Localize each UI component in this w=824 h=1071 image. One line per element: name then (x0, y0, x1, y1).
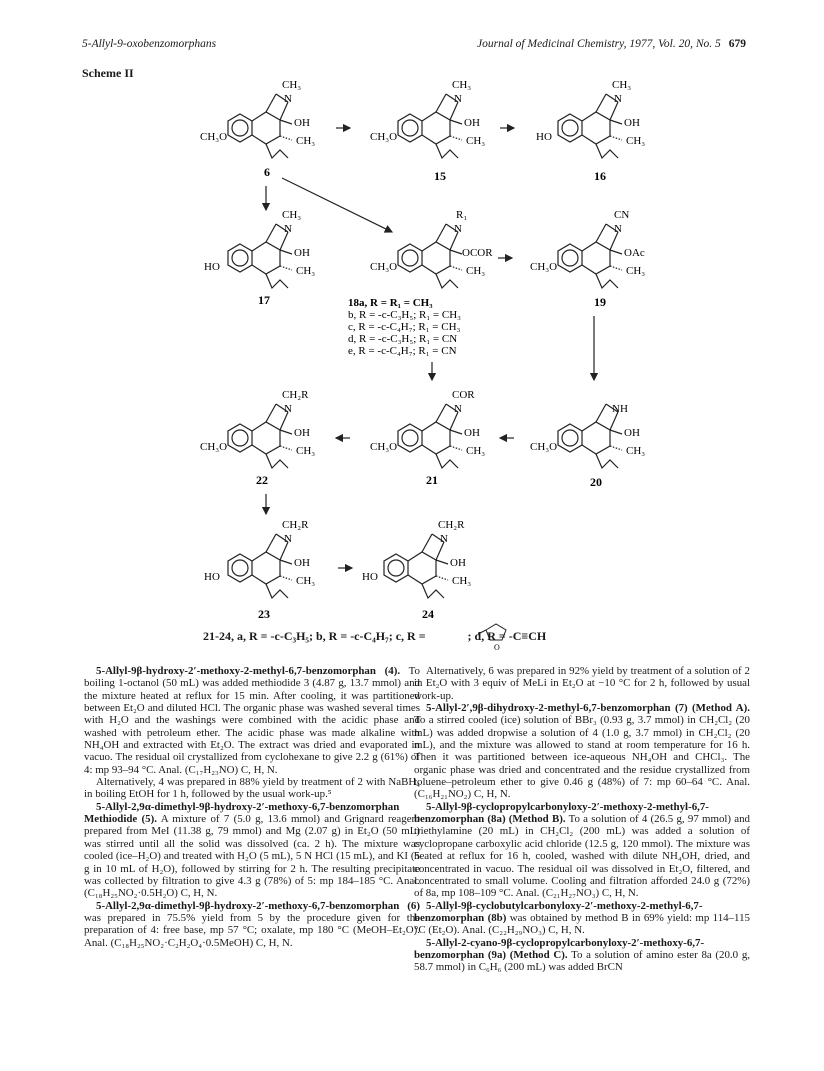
paragraph-text: was prepared in 75.5% yield from 5 by the procedure given for the preparation of 4: free base, mp 57 °C; oxalate, mp 180 °C (MeOH–Et₂O). Anal. (C₁₈H₂₅NO₂·C₂H₂O₄·0.5MeOH) C, H, N. (84, 911, 420, 949)
label-17: 17 (258, 293, 270, 307)
label-22: 22 (256, 473, 268, 487)
svg-text:CH₃: CH₃ (466, 265, 486, 277)
label-24: 24 (422, 607, 434, 621)
paragraph-text: Alternatively, 6 was prepared in 92% yield by treatment of a solution of 2 in Et₂O with 3 equiv of MeLi in Et₂O at −10 °C for 2 h, followed by usual work-up. (414, 665, 750, 702)
compound-heading: 5-Allyl-9β-cyclopropylcarbonyloxy-2′-methoxy-2-methyl-6,7-benzomorphan (8a) (Method B). (414, 800, 709, 826)
svg-text:COR: COR (452, 389, 475, 401)
svg-text:CH₃: CH₃ (466, 135, 486, 147)
paragraph (84, 776, 420, 801)
paragraph (414, 665, 750, 702)
svg-text:R₁: R₁ (456, 209, 468, 221)
svg-text:CH₃: CH₃ (296, 445, 316, 457)
svg-text:CN: CN (614, 209, 630, 221)
svg-text:OH: OH (464, 117, 480, 129)
structure-18 (398, 224, 462, 288)
svg-text:CH₃: CH₃ (466, 445, 486, 457)
journal-name: Journal of Medicinal Chemistry, 1977, Vol. 20, No. 5 (477, 38, 721, 50)
paragraph-text: To a solution of amino ester 8a (20.0 g, 58.7 mmol) in C₆H₆ (200 mL) was added BrCN (414, 948, 750, 974)
svg-text:N: N (454, 223, 462, 235)
paragraph (414, 702, 750, 801)
svg-text:N: N (440, 533, 448, 545)
svg-text:OAc: OAc (624, 247, 645, 259)
paragraph (414, 801, 750, 900)
svg-text:N: N (284, 403, 292, 415)
svg-text:CH₃: CH₃ (296, 265, 316, 277)
compound-heading: 5-Allyl-2-cyano-9β-cyclopropylcarbonyloxy-2′-methoxy-6,7-benzomorphan (9a) (Method C). (414, 936, 705, 961)
svg-text:O: O (494, 643, 500, 652)
paragraph-text: A mixture of 7 (5.0 g, 13.6 mmol) and Grignard reagent prepared from MeI (11.38 g, 79 mmol) and Mg (2.07 g) in Et₂O (50 mL) was stirred until all the solid was dissolved (ca. 2 h). The mixture was cooled (ice–H₂O) and treated with H₂O (5 mL), 5 N HCl (15 mL), and KI (5 g in 10 mL of H₂O), followed by stirring for 2 h. The resulting precipitate was collected by filtration to give 4.3 g (78%) of 5: mp 184–185 °C. Anal. (C₁₈H₂₅NO₂·0.5H₂O) C, H, N. (84, 813, 421, 900)
structure-24 (384, 534, 448, 598)
svg-text:CH₂R: CH₂R (282, 389, 309, 401)
structure-6 (228, 94, 292, 158)
label-19: 19 (594, 295, 606, 309)
compound-heading: 5-Allyl-9β-cyclobutylcarbonyloxy-2′-methoxy-2-methyl-6,7-benzomorphan (8b) (414, 899, 703, 924)
paragraph (84, 801, 420, 900)
svg-text:CH₃O: CH₃O (200, 131, 228, 143)
structure-16 (558, 94, 622, 158)
compound-heading: 5-Allyl-9β-hydroxy-2′-methoxy-2-methyl-6,7-benzomorphan (4). (96, 665, 401, 677)
page-number: 679 (728, 38, 746, 50)
svg-text:N: N (284, 223, 292, 235)
svg-text:CH₃: CH₃ (452, 575, 472, 587)
svg-text:CH₃O: CH₃O (200, 441, 228, 453)
compound-heading: 5-Allyl-2′,9β-dihydroxy-2-methyl-6,7-benzomorphan (7) (Method A). (426, 702, 750, 715)
svg-text:N: N (454, 93, 462, 105)
svg-text:CH₂R: CH₂R (282, 519, 309, 531)
svg-text:OH: OH (294, 557, 310, 569)
svg-text:CH₃: CH₃ (296, 575, 316, 587)
svg-text:CH₃O: CH₃O (370, 441, 398, 453)
label-16: 16 (594, 169, 606, 183)
left-column (84, 665, 420, 949)
svg-text:HO: HO (204, 571, 220, 583)
svg-text:OH: OH (624, 117, 640, 129)
svg-text:N: N (284, 93, 292, 105)
paragraph-text: To a solution of 4 (26.5 g, 97 mmol) and triethylamine (20 mL) in CH₂Cl₂ (200 mL) was added a solution of cyclopropane carboxylic acid chloride (12.5 g, 120 mmol). The mixture was heated at reflux for 16 h, cooled, washed with dilute NH₄OH, dried, and concentrated in vacuo. The residual oil was dissolved in Et₂O, filtered, and concentrated to small volume. Cooling and filtration afforded 24.0 g (72%) of 8a, mp 108–109 °C. Anal. (C₂₁H₂₇NO₃) C, H, N. (414, 813, 750, 900)
svg-text:CH₃: CH₃ (282, 79, 302, 91)
svg-text:OH: OH (624, 427, 640, 439)
svg-text:N: N (614, 223, 622, 235)
svg-text:HO: HO (362, 571, 378, 583)
svg-text:CH₃O: CH₃O (370, 261, 398, 273)
compound-heading: 5-Allyl-2,9α-dimethyl-9β-hydroxy-2′-methoxy-6,7-benzomorphan (6) (96, 899, 420, 912)
svg-text:N: N (454, 403, 462, 415)
list-18-b: b, R = -c-C₃H₅; R₁ = CH₃ (348, 309, 461, 321)
structure-19 (558, 224, 622, 288)
svg-text:NH: NH (612, 403, 628, 415)
structure-15 (398, 94, 462, 158)
svg-text:CH₃: CH₃ (626, 265, 646, 277)
list-18-e: e, R = -c-C₄H₇; R₁ = CN (348, 345, 457, 357)
label-18: 18a, R = R₁ = CH₃ (348, 297, 433, 309)
svg-text:N: N (614, 93, 622, 105)
compound-heading: 5-Allyl-2,9α-dimethyl-9β-hydroxy-2′-methoxy-6,7-benzomorphan Methiodide (5). (84, 800, 400, 826)
list-18-d: d, R = -c-C₃H₅; R₁ = CN (348, 333, 458, 345)
structure-23 (228, 534, 292, 598)
svg-text:OCOR: OCOR (462, 247, 493, 259)
label-6: 6 (264, 165, 270, 179)
label-20: 20 (590, 475, 602, 489)
svg-text:CH₃: CH₃ (626, 135, 646, 147)
svg-text:CH₃: CH₃ (612, 79, 632, 91)
svg-text:CH₃: CH₃ (282, 209, 302, 221)
svg-text:CH₃O: CH₃O (530, 441, 558, 453)
structure-22 (228, 404, 292, 468)
caption-end: ; d, R = -C≡CH (467, 629, 547, 643)
right-column (414, 665, 750, 974)
svg-text:OH: OH (294, 247, 310, 259)
svg-text:OH: OH (450, 557, 466, 569)
svg-text:CH₃: CH₃ (626, 445, 646, 457)
paragraph (84, 900, 420, 949)
svg-text:CH₃O: CH₃O (370, 131, 398, 143)
scheme-title: Scheme II (82, 66, 134, 80)
svg-text:HO: HO (536, 131, 552, 143)
paragraph-text: was obtained by method B in 69% yield: mp 114–115 °C (Et₂O). Anal. (C₂₂H₂₉NO₃) C, H, N. (414, 911, 750, 937)
label-15: 15 (434, 169, 446, 183)
caption-text: 21-24, a, R = -c-C₃H₅; b, R = -c-C₄H₇; c, R = (203, 629, 426, 643)
label-23: 23 (258, 607, 270, 621)
svg-text:OH: OH (294, 427, 310, 439)
svg-text:HO: HO (204, 261, 220, 273)
svg-text:N: N (284, 533, 292, 545)
scheme-caption (203, 629, 546, 644)
svg-text:OH: OH (294, 117, 310, 129)
paragraph-text: Alternatively, 4 was prepared in 88% yield by treatment of 2 with NaBH₄ in boiling EtOH for 1 h, followed by the usual work-up.⁵ (84, 776, 420, 801)
svg-text:OH: OH (464, 427, 480, 439)
structure-21 (398, 404, 462, 468)
label-21: 21 (426, 473, 438, 487)
paragraph (414, 900, 750, 937)
svg-text:CH₃: CH₃ (452, 79, 472, 91)
paragraph (84, 665, 420, 776)
running-head: 5-Allyl-9-oxobenzomorphans (82, 38, 217, 50)
svg-text:CH₃: CH₃ (296, 135, 316, 147)
structure-17 (228, 224, 292, 288)
paragraph-text: To boiling 1-octanol (50 mL) was added methiodide 3 (4.87 g, 13.7 mmol) and the mixture heated at reflux for 15 min. After cooling, it was partitioned between Et₂O and diluted HCl. The organic phase was washed several times with H₂O and the washings were combined with the acidic phase and washed with petroleum ether. The acidic phase was made alkaline with NH₄OH and extracted with Et₂O. The extract was dried and evaporated in vacuo. The residual oil crystallized from cyclohexane to give 2.2 g (61%) of 4: mp 93–94 °C. Anal. (C₁₇H₂₃NO) C, H, N. (84, 665, 420, 776)
list-18-c: c, R = -c-C₄H₇; R₁ = CH₃ (348, 321, 461, 333)
svg-text:CH₂R: CH₂R (438, 519, 465, 531)
paragraph-text: To a stirred cooled (ice) solution of BBr₃ (0.93 g, 3.7 mmol) in CH₂Cl₂ (20 mL) was added dropwise a solution of 4 (1.0 g, 3.7 mmol) in CH₂Cl₂ (20 mL), and the mixture was allowed to stand at room temperature for 16 h. Then it was partitioned between ice-aqueous NH₄OH and CHCl₃. The organic phase was dried and concentrated and the residue crystallized from toluene–petroleum ether to give 0.46 g (48%) of 7: mp 60–64 °C. Anal. (C₁₆H₂₁NO₂) C, H, N. (414, 714, 750, 801)
svg-text:CH₃O: CH₃O (530, 261, 558, 273)
paragraph (414, 937, 750, 974)
